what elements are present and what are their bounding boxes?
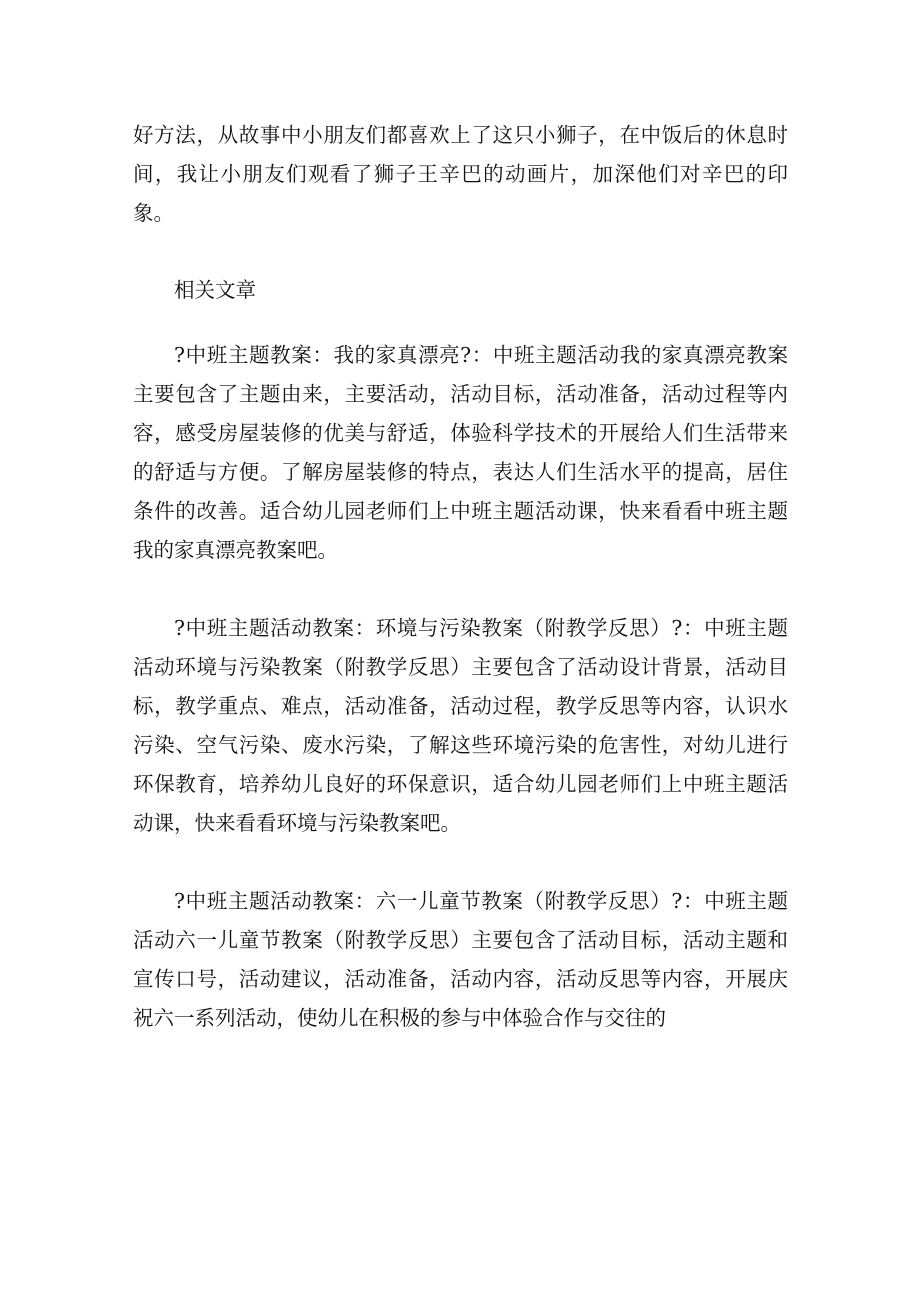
related-articles-heading: 相关文章 [174, 278, 256, 302]
lead-paragraph: 好方法，从故事中小朋友们都喜欢上了这只小狮子，在中饭后的休息时间，我让小朋友们观看了狮子王辛巴的动画片，加深他们对辛巴的印象。 [133, 123, 788, 225]
document-body [133, 116, 788, 1077]
related-article-2: ?中班主题活动教案：环境与污染教案（附教学反思）?：中班主题活动环境与污染教案（附教学反思）主要包含了活动设计背景，活动目标，教学重点、难点，活动准备，活动过程，教学反思等内容，认识水污染、空气污染、废水污染，了解这些环境污染的危害性，对幼儿进行环保教育，培养幼儿良好的环保意识，适合幼儿园老师们上中班主题活动课，快来看看环境与污染教案吧。 [133, 616, 788, 835]
related-article-1: ?中班主题教案：我的家真漂亮?：中班主题活动我的家真漂亮教案主要包含了主题由来，主要活动，活动目标，活动准备，活动过程等内容，感受房屋装修的优美与舒适，体验科学技术的开展给人们生活带来的舒适与方便。了解房屋装修的特点，表达人们生活水平的提高，居住条件的改善。适合幼儿园老师们上中班主题活动课，快来看看中班主题我的家真漂亮教案吧。 [133, 343, 788, 562]
related-article-3: ?中班主题活动教案：六一儿童节教案（附教学反思）?：中班主题活动六一儿童节教案（附教学反思）主要包含了活动目标，活动主题和宣传口号，活动建议，活动准备，活动内容，活动反思等内容，开展庆祝六一系列活动，使幼儿在积极的参与中体验合作与交往的 [133, 889, 788, 1030]
